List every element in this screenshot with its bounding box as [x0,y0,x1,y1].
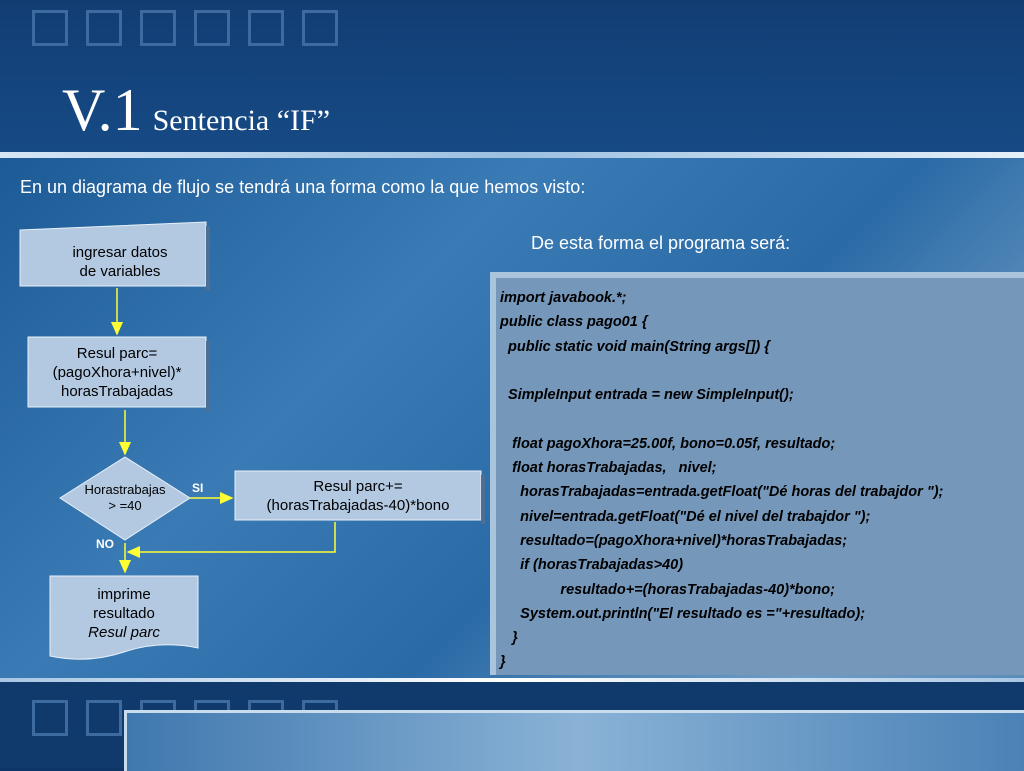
input-shape-shadow [206,226,210,290]
code-line: public class pago01 { [500,314,648,331]
no-label: NO [96,537,114,551]
code-line [500,407,1024,431]
code-line: public static void main(String args[]) { [500,338,770,355]
process1-label: Resul parc= (pagoXhora+nivel)* horasTrabajadas [52,345,182,400]
yes-label: SI [192,481,204,495]
code-line: resultado+=(horasTrabajadas-40)*bono; [500,581,835,598]
process2-label: Resul parc+= (horasTrabajadas-40)*bono [266,478,450,514]
code-line: nivel=entrada.getFloat("Dé el nivel del trabajdor "); [500,508,871,525]
code-line: System.out.println("El resultado es ="+resultado); [500,605,866,622]
code-line: SimpleInput entrada = new SimpleInput(); [500,387,794,404]
intro-text: En un diagrama de flujo se tendrá una forma como la que hemos visto: [20,177,586,197]
program-label: De esta forma el programa será: [531,233,791,253]
code-line: } [500,654,506,671]
code-line: resultado=(pagoXhora+nivel)*horasTrabajadas; [500,532,848,549]
title-number: V.1 [62,77,143,143]
decision-label: Horastrabajas > =40 [84,482,166,513]
code-box [490,272,1024,675]
output-label: imprime resultado Resul parc [88,586,160,641]
process2-shadow [481,475,485,524]
code-line [500,359,1024,383]
input-label: ingresar datos de variables [72,244,168,280]
code-line: float pagoXhora=25.00f, bono=0.05f, resultado; [500,435,836,452]
code-line: } [500,630,518,647]
code-line: import javabook.*; [500,290,627,306]
process1-shadow [206,341,210,411]
code-line: horasTrabajadas=entrada.getFloat("Dé horas del trabajdor "); [500,484,944,501]
code-line: float horasTrabajadas, nivel; [500,460,717,477]
title-text: Sentencia “IF” [152,104,331,137]
code-line: if (horasTrabajadas>40) [500,557,684,574]
connector-process2-merge [128,522,335,552]
